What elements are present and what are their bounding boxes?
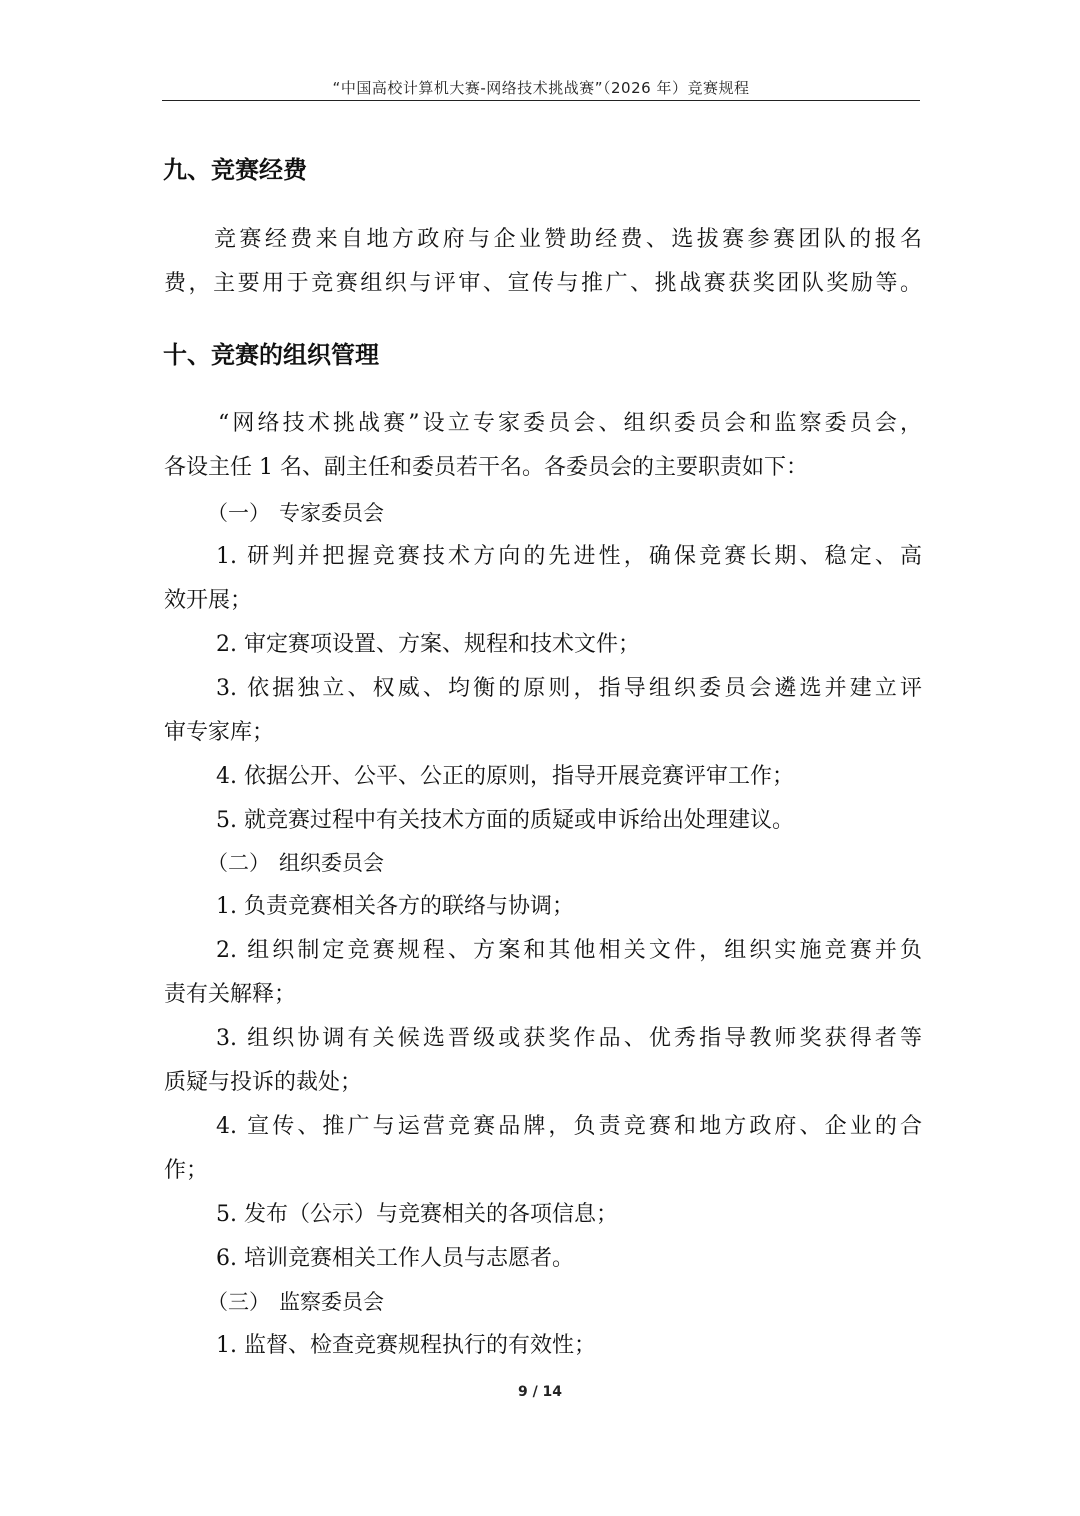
subsection-supervisory-heading [207,1280,707,1324]
organizing-item-2-line-2: 责有关解释； [164,982,297,1007]
experts-item-3-line-2: 审专家库； [164,720,275,745]
subsection-organizing-heading [207,841,707,885]
section-10-heading: 十、竞赛的组织管理 [163,341,379,369]
section-10-intro-line-2: 各设主任 1 名、副主任和委员若干名。各委员会的主要职责如下： [164,455,808,480]
experts-item-5: 5. 就竞赛过程中有关技术方面的质疑或申诉给出处理建议。 [216,808,794,833]
section-10-intro-line-1: “网络技术挑战赛”设立专家委员会、组织委员会和监察委员会， [218,411,922,436]
subsection-title: 监察委员会 [279,1290,384,1314]
section-9-heading: 九、竞赛经费 [163,156,307,184]
running-header: “中国高校计算机大赛-网络技术挑战赛”（2026 年）竞赛规程 [332,79,750,97]
experts-item-1-line-1: 1. 研判并把握竞赛技术方向的先进性，确保竞赛长期、稳定、高 [216,544,922,569]
subsection-number: （三） [207,1290,270,1314]
subsection-number: （二） [207,851,270,875]
subsection-title: 组织委员会 [279,851,384,875]
section-9-paragraph-line-1: 竞赛经费来自地方政府与企业赞助经费、选拔赛参赛团队的报名 [214,227,922,252]
subsection-number: （一） [207,501,270,525]
organizing-item-2-line-1: 2. 组织制定竞赛规程、方案和其他相关文件，组织实施竞赛并负 [216,938,922,963]
organizing-item-6: 6. 培训竞赛相关工作人员与志愿者。 [216,1246,574,1271]
experts-item-1-line-2: 效开展； [164,588,253,613]
section-9-paragraph-line-2: 费，主要用于竞赛组织与评审、宣传与推广、挑战赛获奖团队奖励等。 [164,271,922,296]
organizing-item-5: 5. 发布（公示）与竞赛相关的各项信息； [216,1202,618,1227]
experts-item-3-line-1: 3. 依据独立、权威、均衡的原则，指导组织委员会遴选并建立评 [216,676,922,701]
page-number: 9 / 14 [517,1384,563,1400]
header-rule [162,100,920,101]
organizing-item-1: 1. 负责竞赛相关各方的联络与协调； [216,894,574,919]
experts-item-2: 2. 审定赛项设置、方案、规程和技术文件； [216,632,640,657]
subsection-title: 专家委员会 [279,501,384,525]
organizing-item-4-line-2: 作； [164,1158,209,1183]
organizing-item-3-line-2: 质疑与投诉的裁处； [164,1070,363,1095]
organizing-item-3-line-1: 3. 组织协调有关候选晋级或获奖作品、优秀指导教师奖获得者等 [216,1026,922,1051]
experts-item-4: 4. 依据公开、公平、公正的原则，指导开展竞赛评审工作； [216,764,794,789]
supervisory-item-1: 1. 监督、检查竞赛规程执行的有效性； [216,1333,596,1358]
organizing-item-4-line-1: 4. 宣传、推广与运营竞赛品牌，负责竞赛和地方政府、企业的合 [216,1114,922,1139]
subsection-experts-heading [207,491,707,535]
